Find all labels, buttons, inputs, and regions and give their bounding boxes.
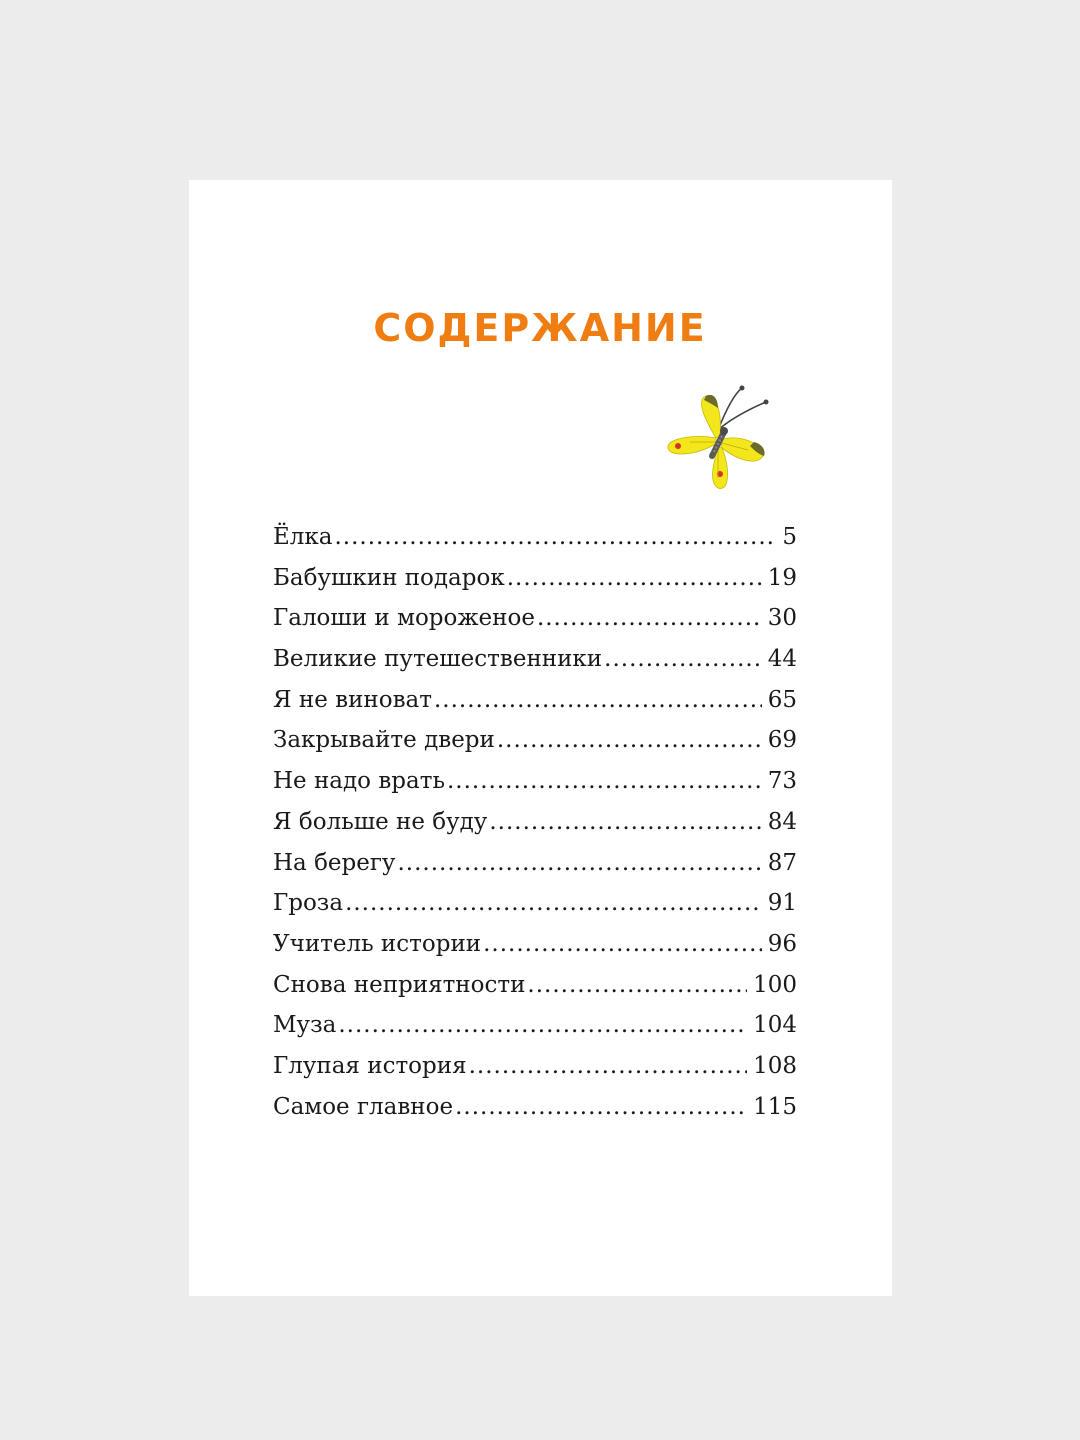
toc-entry-page-number: 69 (767, 727, 797, 754)
toc-entry-title: Муза (273, 1012, 337, 1039)
toc-entry-page-number: 30 (767, 605, 797, 632)
toc-entry-title: Галоши и мороженое (273, 605, 535, 632)
toc-entry[interactable] (273, 1012, 797, 1053)
toc-entry[interactable] (273, 1094, 797, 1135)
toc-entry-title: Я больше не буду (273, 808, 488, 835)
toc-entry-page-number: 84 (767, 808, 797, 835)
butterfly-icon (660, 378, 775, 493)
toc-entry-page-number: 44 (767, 646, 797, 673)
toc-entry-title: Ёлка (273, 524, 333, 550)
toc-entry-title: Бабушкин подарок (273, 564, 505, 591)
toc-dot-leader (447, 768, 762, 794)
table-of-contents (273, 524, 797, 1134)
toc-entry-page-number: 100 (753, 971, 797, 998)
toc-entry[interactable] (273, 809, 797, 850)
toc-dot-leader (527, 972, 747, 998)
toc-dot-leader (604, 646, 762, 672)
toc-entry-title: Не надо врать (273, 768, 445, 795)
toc-entry[interactable] (273, 972, 797, 1013)
toc-entry[interactable] (273, 524, 797, 565)
toc-dot-leader (345, 890, 762, 916)
toc-entry-page-number: 5 (782, 524, 797, 550)
toc-dot-leader (397, 850, 761, 876)
toc-entry-title: Закрывайте двери (273, 727, 495, 754)
toc-entry-title: Снова неприятности (273, 971, 526, 998)
toc-entry[interactable] (273, 768, 797, 809)
toc-entry[interactable] (273, 605, 797, 646)
toc-entry[interactable] (273, 931, 797, 972)
toc-entry[interactable] (273, 850, 797, 891)
toc-entry-title: Самое главное (273, 1093, 454, 1120)
toc-dot-leader (489, 809, 761, 835)
toc-dot-leader (483, 931, 762, 957)
toc-entry[interactable] (273, 1053, 797, 1094)
toc-dot-leader (434, 687, 762, 713)
toc-entry-title: Великие путешественники (273, 646, 603, 673)
toc-dot-leader (335, 524, 777, 550)
toc-dot-leader (469, 1053, 748, 1079)
toc-entry-title: На берегу (273, 849, 396, 876)
toc-entry[interactable] (273, 646, 797, 687)
toc-entry-page-number: 96 (767, 930, 797, 957)
toc-entry-page-number: 19 (767, 564, 797, 591)
toc-entry[interactable] (273, 565, 797, 606)
toc-entry-page-number: 73 (767, 768, 797, 795)
toc-entry-title: Глупая история (273, 1052, 467, 1079)
toc-dot-leader (507, 565, 762, 591)
toc-entry-page-number: 65 (767, 686, 797, 713)
toc-entry-title: Учитель истории (273, 930, 482, 957)
toc-dot-leader (497, 727, 762, 753)
toc-entry-page-number: 115 (753, 1093, 797, 1120)
toc-entry[interactable] (273, 687, 797, 728)
page-title: СОДЕРЖАНИЕ (373, 306, 707, 350)
toc-entry-page-number: 108 (753, 1052, 797, 1079)
toc-entry-title: Я не виноват (273, 686, 432, 713)
toc-entry[interactable] (273, 890, 797, 931)
toc-entry-title: Гроза (273, 890, 344, 917)
toc-entry[interactable] (273, 727, 797, 768)
toc-entry-page-number: 91 (767, 890, 797, 917)
toc-dot-leader (537, 605, 762, 631)
toc-entry-page-number: 87 (767, 849, 797, 876)
toc-dot-leader (338, 1012, 747, 1038)
toc-entry-page-number: 104 (753, 1012, 797, 1039)
toc-dot-leader (455, 1094, 747, 1120)
